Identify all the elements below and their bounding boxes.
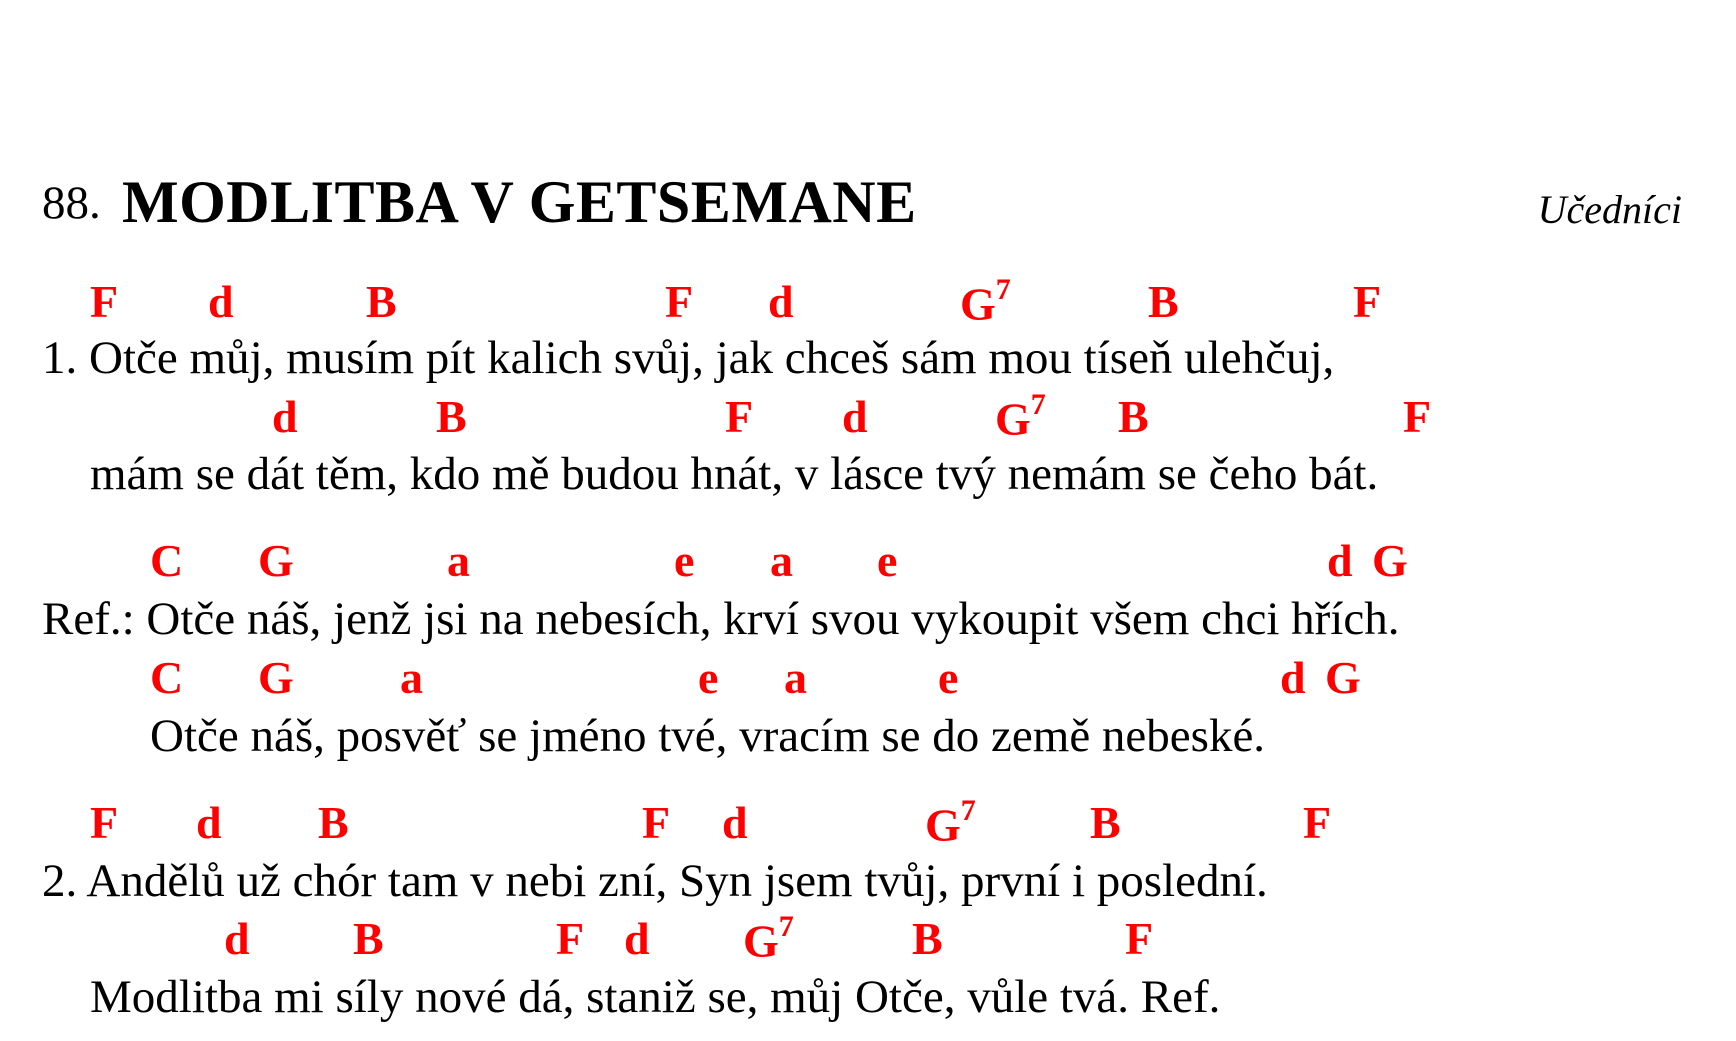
- chord: B: [1118, 391, 1149, 442]
- chord: F: [90, 276, 119, 327]
- chord-g7: $G^7$: [925, 794, 976, 851]
- chord: d: [1280, 652, 1306, 703]
- chord: d: [224, 913, 250, 964]
- chord: C: [150, 535, 184, 586]
- chord: G: [1325, 652, 1361, 703]
- chord-g7: $G^7$: [743, 910, 794, 967]
- chord: d: [722, 797, 748, 848]
- chord: F: [90, 797, 119, 848]
- chord: F: [1353, 276, 1382, 327]
- chord: e: [674, 535, 695, 586]
- chord: B: [353, 913, 384, 964]
- chord: B: [1090, 797, 1121, 848]
- chord: G: [258, 652, 294, 703]
- chord: d: [272, 391, 298, 442]
- chord: C: [150, 652, 184, 703]
- chord: d: [196, 797, 222, 848]
- chord: d: [768, 276, 794, 327]
- chord: e: [877, 535, 898, 586]
- lyric-line: Ref.: Otče náš, jenž jsi na nebesích, krví svou vykoupit všem chci hřích.: [42, 593, 1400, 645]
- chord-g7: $G^7$: [960, 273, 1011, 330]
- chord: B: [318, 797, 349, 848]
- chord: B: [436, 391, 467, 442]
- chord: G: [258, 535, 294, 586]
- lyric-line: 2. Andělů už chór tam v nebi zní, Syn jsem tvůj, první i poslední.: [42, 855, 1268, 907]
- song-header: [42, 168, 1682, 238]
- song-number: 88.: [42, 177, 101, 229]
- chord: a: [770, 535, 793, 586]
- chord: d: [624, 913, 650, 964]
- chord: a: [447, 535, 470, 586]
- chord: F: [556, 913, 585, 964]
- chord: F: [1303, 797, 1332, 848]
- lyric-line: Modlitba mi síly nové dá, staniž se, můj Otče, vůle tvá. Ref.: [90, 971, 1221, 1023]
- chord: F: [642, 797, 671, 848]
- chord: F: [1403, 391, 1432, 442]
- song-title: MODLITBA V GETSEMANE: [122, 169, 917, 235]
- chord: F: [665, 276, 694, 327]
- lyric-line: Otče náš, posvěť se jméno tvé, vracím se do země nebeské.: [150, 710, 1266, 762]
- chord: B: [366, 276, 397, 327]
- chord: e: [938, 652, 959, 703]
- chord: F: [725, 391, 754, 442]
- chord: F: [1125, 913, 1154, 964]
- chord: d: [1327, 535, 1353, 586]
- chord: a: [400, 652, 423, 703]
- chord: B: [912, 913, 943, 964]
- chord: d: [208, 276, 234, 327]
- lyric-line: 1. Otče můj, musím pít kalich svůj, jak chceš sám mou tíseň ulehčuj,: [42, 332, 1335, 384]
- chord-g7: $G^7$: [995, 388, 1046, 445]
- chord: B: [1148, 276, 1179, 327]
- chord: e: [698, 652, 719, 703]
- chord: d: [842, 391, 868, 442]
- chord: a: [784, 652, 807, 703]
- chord: G: [1372, 535, 1408, 586]
- lyric-line: mám se dát těm, kdo mě budou hnát, v lásce tvý nemám se čeho bát.: [90, 448, 1379, 500]
- song-author: Učedníci: [1537, 187, 1682, 232]
